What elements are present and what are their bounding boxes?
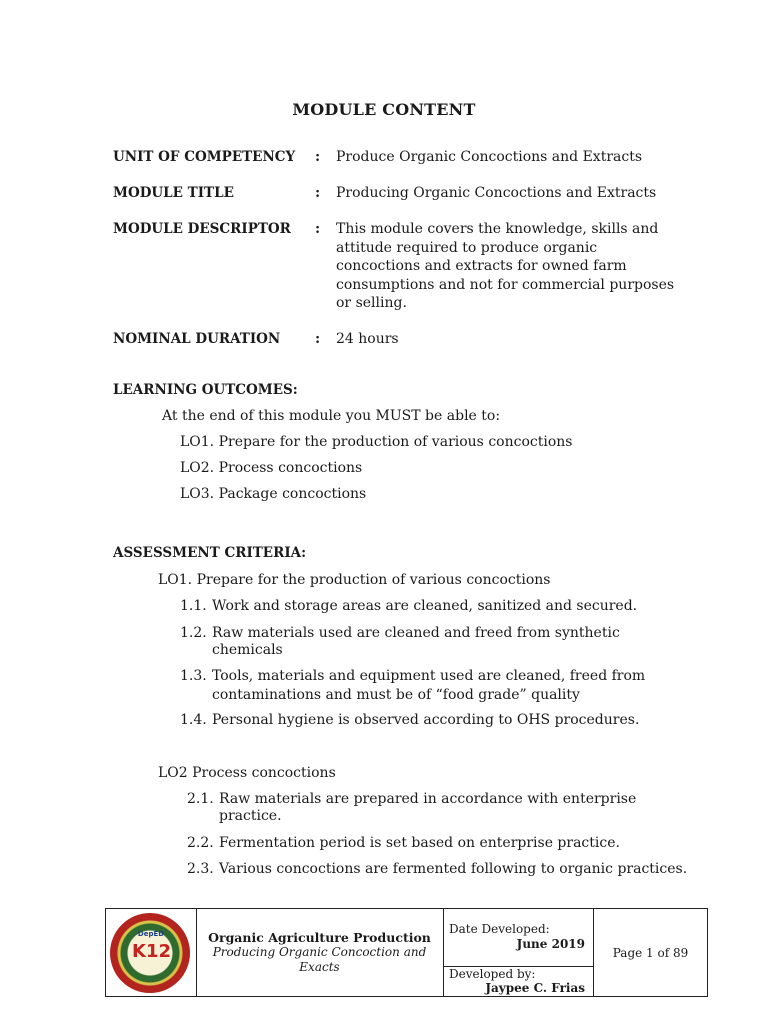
criteria-item [187, 791, 636, 807]
footer-title-cell [196, 909, 444, 996]
module-title-label: MODULE TITLE [113, 185, 234, 201]
criteria-number: 2.2. [187, 835, 214, 851]
module-descriptor-label: MODULE DESCRIPTOR [113, 221, 291, 237]
learning-outcome-item: LO2. Process concoctions [180, 460, 363, 476]
learning-outcomes-heading: LEARNING OUTCOMES: [113, 382, 298, 398]
unit-of-competency-label: UNIT OF COMPETENCY [113, 149, 296, 165]
developed-by-value: Jaypee C. Frias [485, 981, 585, 995]
criteria-text: Tools, materials and equipment used are cleaned, freed from [212, 668, 646, 684]
criteria-item [180, 712, 639, 728]
learning-outcomes-intro: At the end of this module you MUST be able to: [162, 408, 501, 424]
criteria-number: 1.3. [180, 668, 207, 684]
criteria-text-continued: chemicals [212, 642, 283, 658]
criteria-number: 2.3. [187, 861, 214, 877]
criteria-text: Raw materials used are cleaned and freed from synthetic [212, 625, 620, 641]
footer-table [105, 908, 708, 997]
colon: : [315, 185, 321, 201]
criteria-item [180, 598, 637, 614]
footer-subtitle: Producing Organic Concoction and Exacts [212, 945, 427, 974]
lo2-title: LO2 Process concoctions [158, 765, 336, 781]
colon: : [315, 149, 321, 165]
criteria-item [187, 861, 687, 877]
criteria-item [180, 668, 645, 684]
criteria-text-continued: contaminations and must be of “food grade” quality [212, 687, 580, 703]
criteria-item [187, 835, 620, 851]
nominal-duration-value: 24 hours [336, 331, 399, 347]
assessment-criteria-heading: ASSESSMENT CRITERIA: [113, 545, 307, 561]
lo1-title: LO1. Prepare for the production of various concoctions [158, 572, 551, 588]
logo-deped-text: DepED [137, 930, 165, 938]
page-number: Page 1 of 89 [612, 946, 689, 960]
learning-outcome-item: LO3. Package concoctions [180, 486, 367, 502]
colon: : [315, 331, 321, 347]
learning-outcome-item: LO1. Prepare for the production of various concoctions [180, 434, 573, 450]
criteria-number: 1.4. [180, 712, 207, 728]
criteria-number: 2.1. [187, 791, 214, 807]
nominal-duration-label: NOMINAL DURATION [113, 331, 281, 347]
criteria-text: Fermentation period is set based on enterprise practice. [219, 835, 620, 851]
date-developed-value: June 2019 [516, 937, 585, 951]
criteria-number: 1.1. [180, 598, 207, 614]
module-descriptor-value: This module covers the knowledge, skills and attitude required to produce organic concoctions and extracts for owned farm consumptions and not for commercial purposes or selling. [336, 221, 675, 311]
criteria-text: Raw materials are prepared in accordance with enterprise [219, 791, 637, 807]
logo-k12-text: K12 [132, 941, 171, 962]
unit-of-competency-value: Produce Organic Concoctions and Extracts [336, 149, 643, 165]
criteria-number: 1.2. [180, 625, 207, 641]
criteria-item [180, 625, 620, 641]
module-title-value: Producing Organic Concoctions and Extracts [336, 185, 657, 201]
date-developed-label: Date Developed: [449, 922, 550, 936]
footer-dates-cell [443, 909, 594, 996]
footer-page-cell [593, 909, 708, 996]
criteria-text-continued: practice. [219, 808, 282, 824]
developed-by-label: Developed by: [449, 967, 536, 981]
criteria-text: Various concoctions are fermented following to organic practices. [219, 861, 688, 877]
page-title: MODULE CONTENT [292, 100, 476, 119]
footer-logo-cell [106, 909, 197, 996]
colon: : [315, 221, 321, 237]
criteria-text: Work and storage areas are cleaned, sanitized and secured. [212, 598, 638, 614]
criteria-text: Personal hygiene is observed according to OHS procedures. [212, 712, 640, 728]
footer-course: Organic Agriculture Production [208, 930, 431, 945]
